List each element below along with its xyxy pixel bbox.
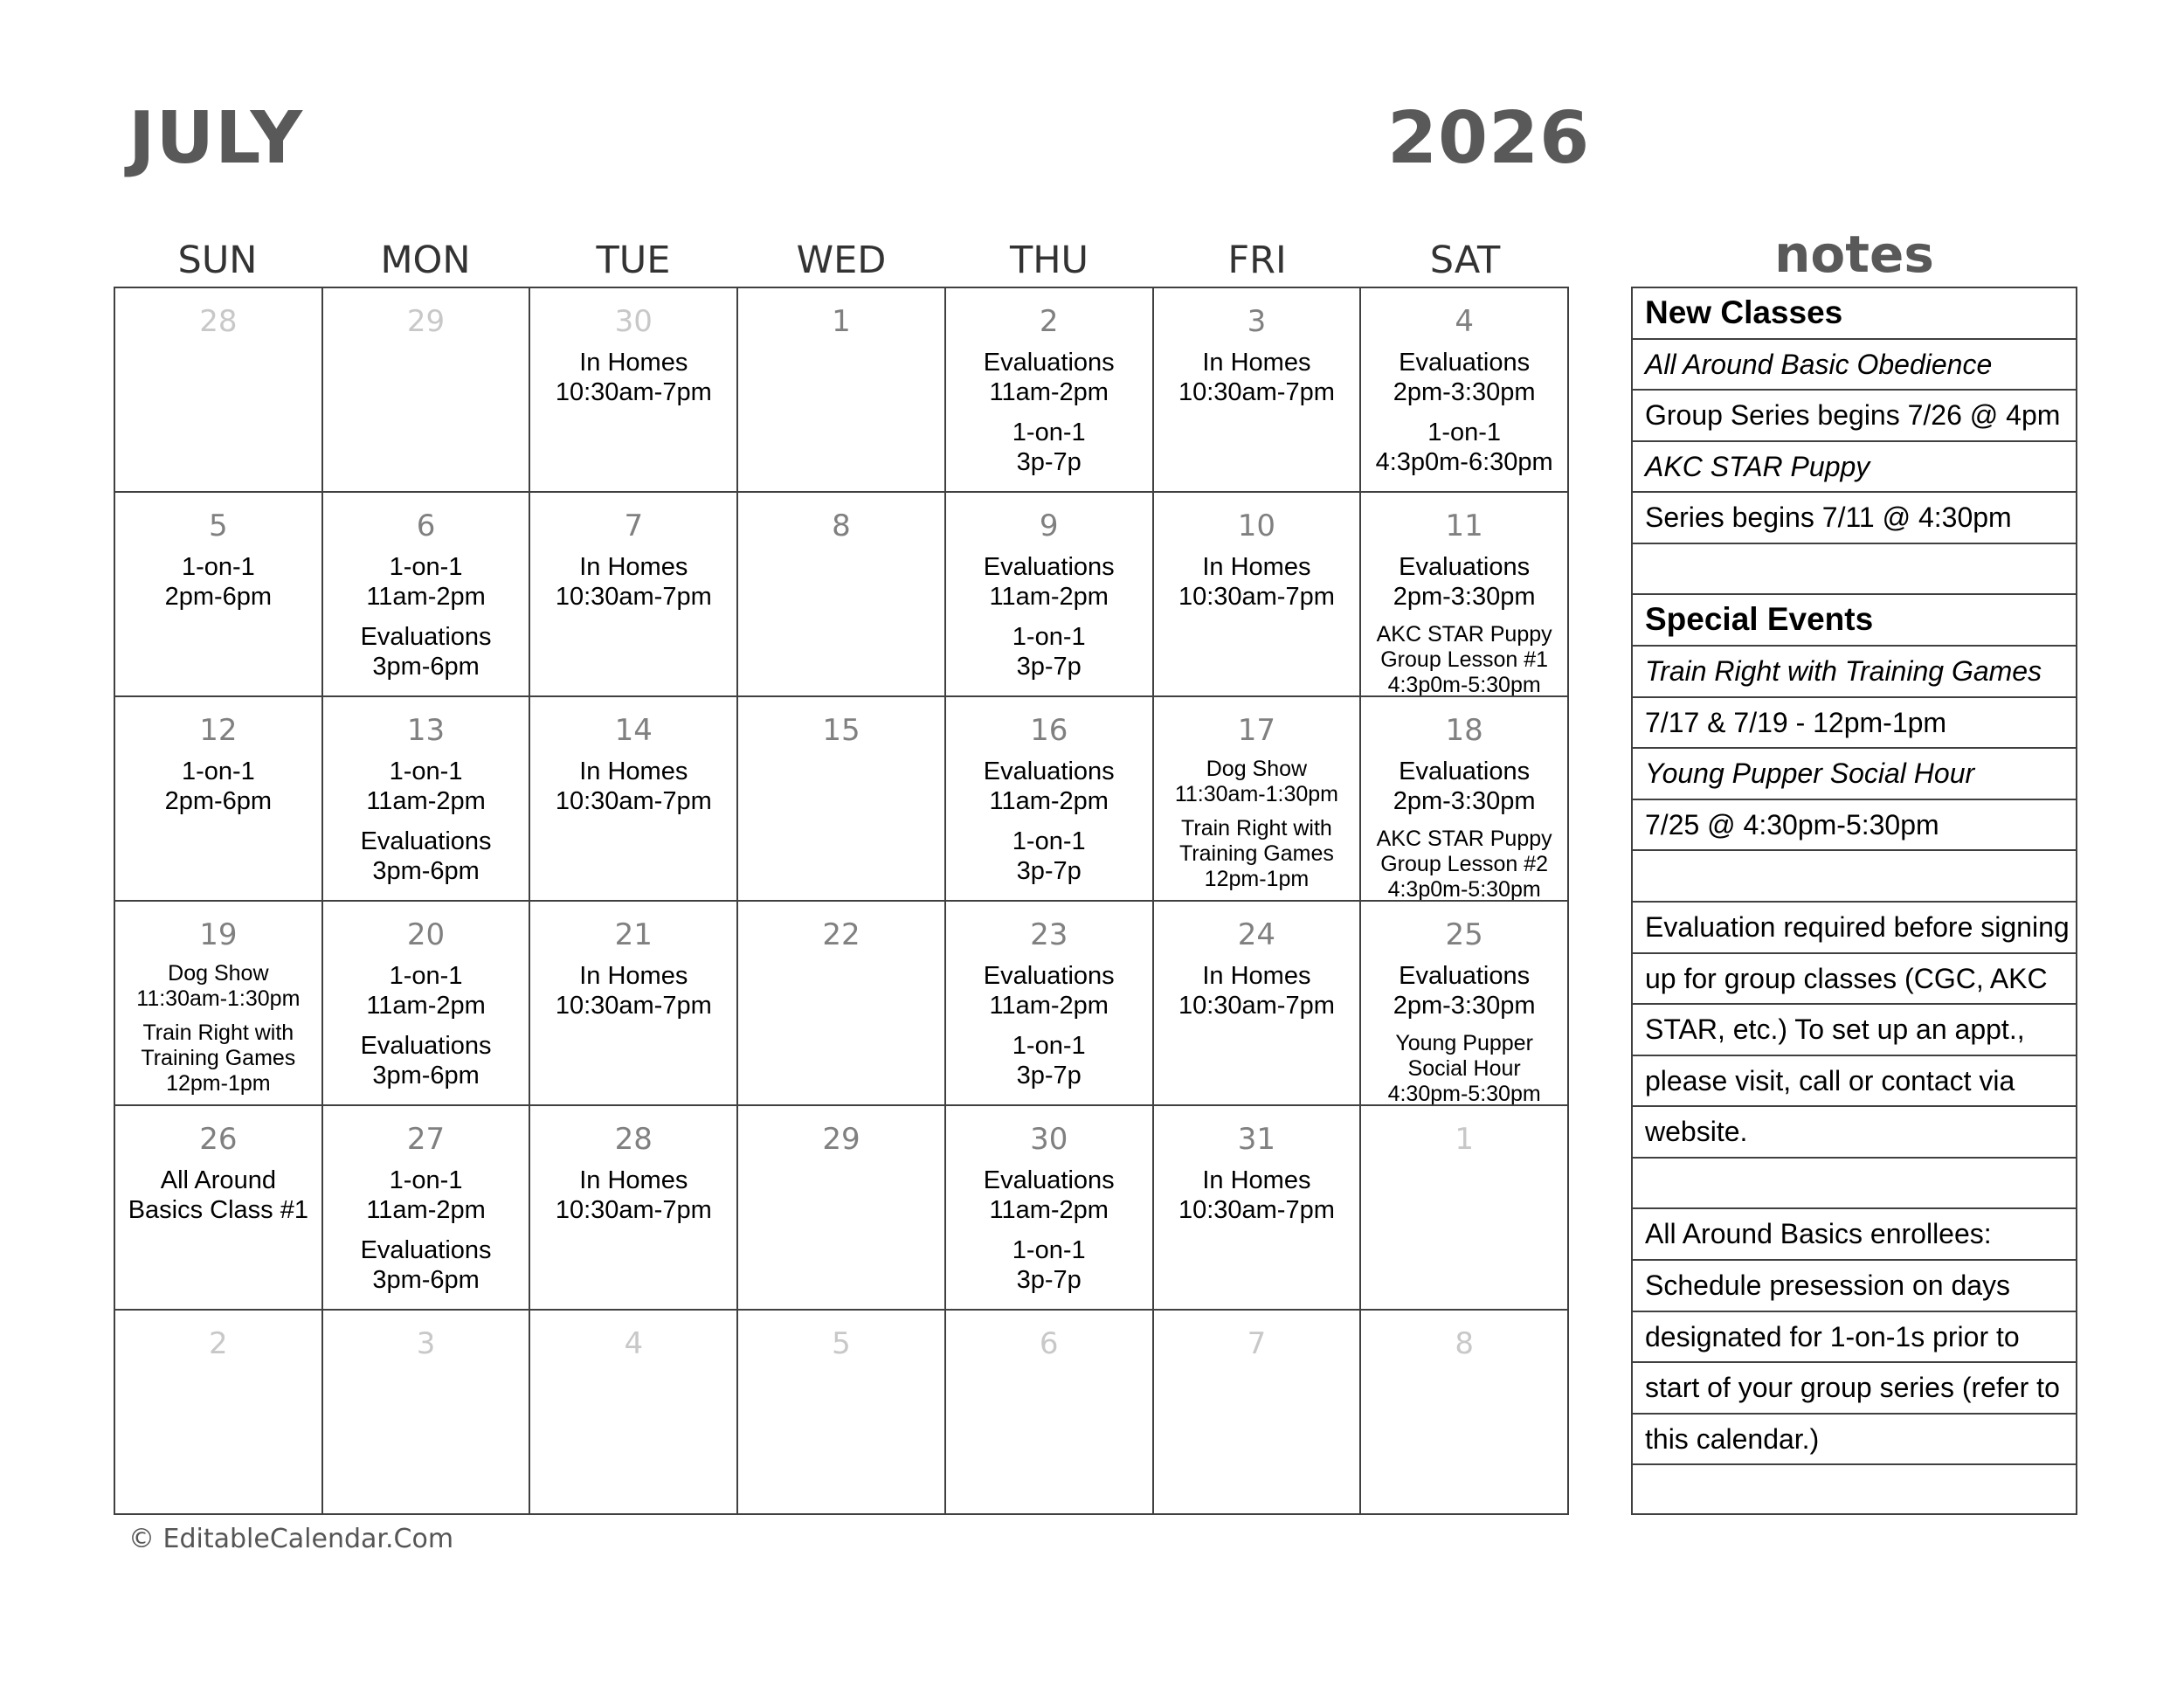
event-list <box>323 552 529 681</box>
day-cell <box>1154 1311 1362 1515</box>
day-cell <box>738 1106 946 1311</box>
weekday-header: SAT <box>1429 239 1501 282</box>
event-entry: Evaluations 3pm-6pm <box>360 623 492 681</box>
event-entry: In Homes 10:30am-7pm <box>555 758 712 815</box>
day-number: 16 <box>1030 713 1068 748</box>
event-entry: Evaluations 11am-2pm <box>983 962 1115 1020</box>
day-cell <box>1361 288 1569 493</box>
event-entry: All Around Basics Class #1 <box>128 1166 308 1224</box>
weekday-header: MON <box>380 239 471 282</box>
day-number: 10 <box>1237 508 1276 543</box>
event-list <box>115 1166 321 1225</box>
day-cell <box>1361 493 1569 697</box>
notes-line <box>1633 1159 2076 1210</box>
event-entry: Evaluations 11am-2pm <box>983 758 1115 815</box>
notes-line: Schedule presession on days <box>1633 1261 2076 1312</box>
day-cell <box>115 902 323 1106</box>
day-number: 5 <box>209 508 228 543</box>
day-cell <box>738 697 946 902</box>
day-cell <box>738 902 946 1106</box>
month-title: JULY <box>128 97 303 180</box>
notes-line: start of your group series (refer to <box>1633 1363 2076 1415</box>
event-entry: 1-on-1 3p-7p <box>1012 1236 1086 1294</box>
day-number: 19 <box>199 917 238 952</box>
day-cell <box>1154 902 1362 1106</box>
day-cell <box>323 697 531 902</box>
weekday-header: FRI <box>1227 239 1287 282</box>
event-list <box>530 1166 736 1225</box>
day-number: 29 <box>822 1122 860 1157</box>
event-entry: Dog Show 11:30am-1:30pm <box>1174 757 1338 806</box>
day-cell <box>530 493 738 697</box>
event-entry: Evaluations 3pm-6pm <box>360 1032 492 1090</box>
notes-line: up for group classes (CGC, AKC <box>1633 954 2076 1006</box>
day-number: 21 <box>614 917 653 952</box>
notes-line <box>1633 851 2076 903</box>
day-number: 23 <box>1030 917 1068 952</box>
event-entry: Evaluations 3pm-6pm <box>360 1236 492 1294</box>
day-cell <box>1361 697 1569 902</box>
event-entry: 1-on-1 2pm-6pm <box>164 758 273 815</box>
day-number: 28 <box>614 1122 653 1157</box>
event-list <box>1361 348 1567 477</box>
event-entry: Evaluations 2pm-3:30pm <box>1393 758 1536 815</box>
day-cell <box>738 288 946 493</box>
weekday-header: WED <box>796 239 887 282</box>
notes-line: designated for 1-on-1s prior to <box>1633 1312 2076 1364</box>
notes-line: 7/17 & 7/19 - 12pm-1pm <box>1633 698 2076 750</box>
day-number: 6 <box>416 508 436 543</box>
event-list <box>323 1166 529 1295</box>
event-entry: Evaluations 2pm-3:30pm <box>1393 553 1536 611</box>
weekday-header: SUN <box>177 239 258 282</box>
day-number: 3 <box>1247 304 1267 339</box>
day-cell <box>530 288 738 493</box>
day-cell <box>1154 288 1362 493</box>
day-cell <box>530 697 738 902</box>
notes-line: All Around Basics enrollees: <box>1633 1209 2076 1261</box>
event-entry: 1-on-1 11am-2pm <box>366 758 486 815</box>
day-cell <box>946 288 1154 493</box>
event-list <box>946 1166 1152 1295</box>
day-cell <box>946 902 1154 1106</box>
notes-line: website. <box>1633 1107 2076 1159</box>
notes-heading: New Classes <box>1633 288 2076 340</box>
event-entry: AKC STAR Puppy Group Lesson #2 4:3p0m-5:30pm <box>1376 827 1552 902</box>
day-cell <box>115 493 323 697</box>
day-number: 24 <box>1237 917 1276 952</box>
event-entry: In Homes 10:30am-7pm <box>1178 349 1335 406</box>
notes-line: 7/25 @ 4:30pm-5:30pm <box>1633 800 2076 852</box>
day-number: 27 <box>406 1122 446 1157</box>
day-number: 17 <box>1237 713 1276 748</box>
event-entry: In Homes 10:30am-7pm <box>555 553 712 611</box>
day-number: 2 <box>1039 304 1059 339</box>
day-cell <box>323 288 531 493</box>
day-cell <box>738 493 946 697</box>
event-list <box>115 552 321 612</box>
day-cell <box>738 1311 946 1515</box>
event-list <box>946 348 1152 477</box>
notes-line <box>1633 1465 2076 1517</box>
event-list <box>946 552 1152 681</box>
event-list <box>530 552 736 612</box>
day-cell <box>946 697 1154 902</box>
day-cell <box>1154 493 1362 697</box>
day-number: 14 <box>614 713 653 748</box>
calendar-grid <box>114 287 1569 1515</box>
day-number: 5 <box>832 1326 851 1361</box>
event-list <box>530 961 736 1020</box>
day-number: 2 <box>209 1326 228 1361</box>
event-list <box>530 757 736 816</box>
day-cell <box>1361 902 1569 1106</box>
weekday-header: TUE <box>596 239 671 282</box>
notes-line: Group Series begins 7/26 @ 4pm <box>1633 391 2076 442</box>
event-entry: Evaluations 11am-2pm <box>983 553 1115 611</box>
day-number: 8 <box>1455 1326 1474 1361</box>
day-number: 31 <box>1237 1122 1276 1157</box>
day-number: 11 <box>1445 508 1483 543</box>
day-cell <box>530 902 738 1106</box>
event-entry: Dog Show 11:30am-1:30pm <box>136 961 301 1011</box>
day-cell <box>1154 697 1362 902</box>
day-number: 12 <box>199 713 238 748</box>
event-list <box>1154 552 1360 612</box>
event-entry: In Homes 10:30am-7pm <box>1178 553 1335 611</box>
event-list <box>1361 961 1567 1106</box>
day-number: 7 <box>624 508 644 543</box>
event-list <box>946 961 1152 1090</box>
day-number: 29 <box>406 304 446 339</box>
day-cell <box>115 1311 323 1515</box>
weekday-header: THU <box>1009 239 1089 282</box>
day-number: 18 <box>1445 713 1483 748</box>
event-entry: Evaluations 11am-2pm <box>983 349 1115 406</box>
day-cell <box>530 1311 738 1515</box>
event-entry: In Homes 10:30am-7pm <box>555 349 712 406</box>
notes-line: AKC STAR Puppy <box>1633 442 2076 494</box>
notes-line <box>1633 544 2076 596</box>
event-entry: Evaluations 11am-2pm <box>983 1166 1115 1224</box>
event-list <box>1154 1166 1360 1225</box>
event-entry: Evaluations 3pm-6pm <box>360 827 492 885</box>
event-list <box>1154 961 1360 1020</box>
day-number: 25 <box>1445 917 1483 952</box>
day-number: 8 <box>832 508 851 543</box>
notes-line: Evaluation required before signing <box>1633 903 2076 954</box>
event-entry: Evaluations 2pm-3:30pm <box>1393 962 1536 1020</box>
day-cell <box>1361 1106 1569 1311</box>
day-number: 13 <box>406 713 446 748</box>
event-entry: 1-on-1 3p-7p <box>1012 419 1086 476</box>
day-number: 30 <box>614 304 653 339</box>
footer-credit: © EditableCalendar.Com <box>128 1524 454 1554</box>
event-entry: 1-on-1 3p-7p <box>1012 827 1086 885</box>
notes-line: this calendar.) <box>1633 1415 2076 1466</box>
event-list <box>1361 757 1567 902</box>
event-entry: 1-on-1 3p-7p <box>1012 623 1086 681</box>
day-cell <box>1361 1311 1569 1515</box>
day-cell <box>115 1106 323 1311</box>
day-cell <box>1154 1106 1362 1311</box>
day-number: 1 <box>832 304 851 339</box>
day-number: 20 <box>406 917 446 952</box>
event-list <box>115 961 321 1097</box>
event-entry: 1-on-1 11am-2pm <box>366 1166 486 1224</box>
notes-line: STAR, etc.) To set up an appt., <box>1633 1005 2076 1056</box>
day-cell <box>946 493 1154 697</box>
event-list <box>1154 757 1360 892</box>
event-entry: In Homes 10:30am-7pm <box>1178 962 1335 1020</box>
event-entry: 1-on-1 2pm-6pm <box>164 553 273 611</box>
notes-line: Young Pupper Social Hour <box>1633 749 2076 800</box>
day-cell <box>323 1106 531 1311</box>
notes-heading: Special Events <box>1633 595 2076 647</box>
day-number: 4 <box>624 1326 644 1361</box>
day-number: 22 <box>822 917 860 952</box>
day-number: 15 <box>822 713 860 748</box>
weekday-header-row <box>114 236 1569 285</box>
event-list <box>323 757 529 886</box>
event-entry: 1-on-1 11am-2pm <box>366 553 486 611</box>
event-entry: AKC STAR Puppy Group Lesson #1 4:3p0m-5:30pm <box>1376 622 1552 697</box>
day-number: 26 <box>199 1122 238 1157</box>
event-list <box>323 961 529 1090</box>
event-list <box>1154 348 1360 407</box>
event-entry: Train Right with Training Games 12pm-1pm <box>141 1020 296 1096</box>
day-cell <box>115 697 323 902</box>
day-cell <box>946 1311 1154 1515</box>
day-cell <box>323 1311 531 1515</box>
event-entry: In Homes 10:30am-7pm <box>555 962 712 1020</box>
event-entry: Train Right with Training Games 12pm-1pm <box>1178 816 1334 891</box>
event-list <box>115 757 321 816</box>
event-list <box>946 757 1152 886</box>
event-list <box>1361 552 1567 697</box>
day-cell <box>323 902 531 1106</box>
notes-line: Series begins 7/11 @ 4:30pm <box>1633 493 2076 544</box>
event-list <box>530 348 736 407</box>
day-number: 3 <box>416 1326 436 1361</box>
event-entry: In Homes 10:30am-7pm <box>1178 1166 1335 1224</box>
day-cell <box>115 288 323 493</box>
day-number: 28 <box>199 304 238 339</box>
notes-panel <box>1631 287 2077 1515</box>
day-number: 30 <box>1030 1122 1068 1157</box>
day-number: 7 <box>1247 1326 1267 1361</box>
event-entry: 1-on-1 3p-7p <box>1012 1032 1086 1090</box>
notes-line: please visit, call or contact via <box>1633 1056 2076 1108</box>
event-entry: In Homes 10:30am-7pm <box>555 1166 712 1224</box>
event-entry: Evaluations 2pm-3:30pm <box>1393 349 1536 406</box>
year-title: 2026 <box>1387 97 1591 180</box>
day-cell <box>323 493 531 697</box>
notes-line: Train Right with Training Games <box>1633 647 2076 698</box>
event-entry: 1-on-1 11am-2pm <box>366 962 486 1020</box>
event-entry: Young Pupper Social Hour 4:30pm-5:30pm <box>1387 1031 1541 1106</box>
day-number: 9 <box>1039 508 1059 543</box>
day-cell <box>530 1106 738 1311</box>
notes-line: All Around Basic Obedience <box>1633 340 2076 391</box>
day-number: 4 <box>1455 304 1474 339</box>
notes-title: notes <box>1774 225 1934 284</box>
day-number: 6 <box>1039 1326 1059 1361</box>
event-entry: 1-on-1 4:3p0m-6:30pm <box>1375 419 1553 476</box>
day-number: 1 <box>1455 1122 1474 1157</box>
day-cell <box>946 1106 1154 1311</box>
